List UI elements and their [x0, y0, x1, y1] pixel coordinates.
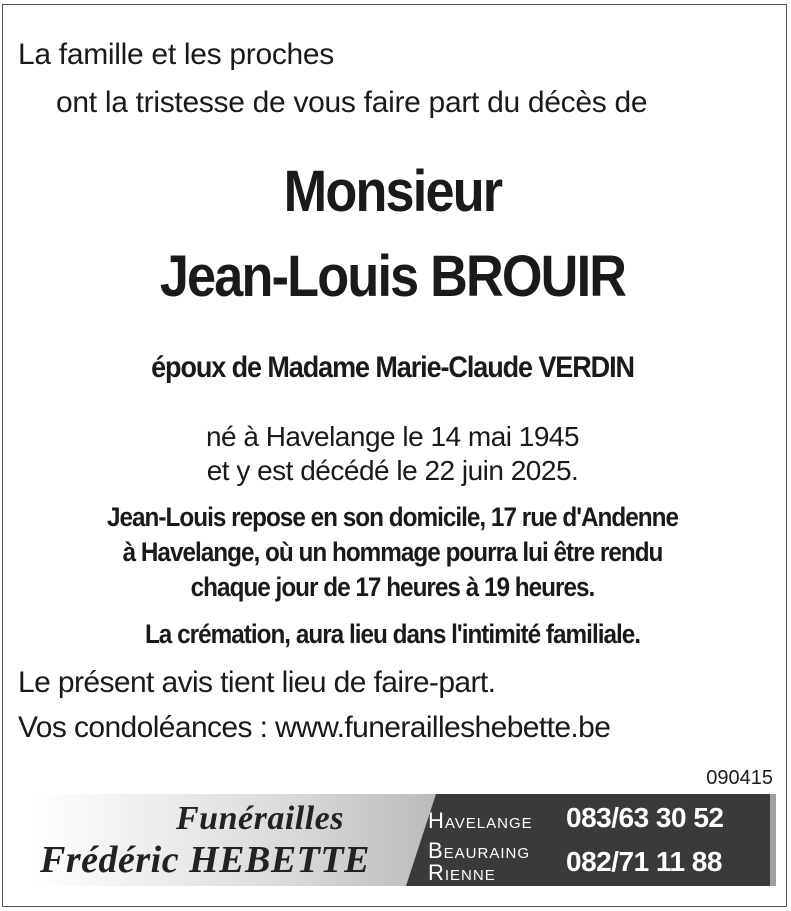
phone-havelange[interactable]: 083/63 30 52	[566, 802, 724, 833]
cremation-line: La crémation, aura lieu dans l'intimité familiale.	[144, 619, 641, 649]
reference-number: 090415	[706, 767, 773, 789]
location-havelange: Havelange	[428, 808, 533, 833]
company-name-line-1: Funérailles	[176, 800, 344, 837]
intro-line-2: ont la tristesse de vous faire part du décès de	[56, 86, 648, 119]
rest-line-1: Jean-Louis repose en son domicile, 17 rue d'Andenne	[106, 502, 679, 532]
intro-line-1: La famille et les proches	[18, 38, 334, 71]
rest-line-3: chaque jour de 17 heures à 19 heures.	[190, 572, 595, 602]
deceased-name: Jean-Louis BROUIR	[159, 244, 626, 309]
spouse-line: époux de Madame Marie-Claude VERDIN	[151, 351, 634, 384]
phone-beauraing[interactable]: 082/71 11 88	[566, 846, 722, 877]
location-rienne: Rienne	[428, 860, 496, 885]
condolences-link[interactable]: Vos condoléances : www.funerailleshebette.be	[18, 711, 611, 744]
birth-line: né à Havelange le 14 mai 1945	[205, 421, 580, 452]
death-line: et y est décédé le 22 juin 2025.	[206, 455, 579, 486]
company-name-line-2: Frédéric HEBETTE	[40, 839, 370, 881]
location-beauraing: Beauraing	[428, 838, 531, 863]
notice-line: Le présent avis tient lieu de faire-part.	[18, 666, 496, 699]
rest-line-2: à Havelange, où un hommage pourra lui être rendu	[122, 537, 663, 567]
deceased-title: Monsieur	[283, 159, 502, 224]
